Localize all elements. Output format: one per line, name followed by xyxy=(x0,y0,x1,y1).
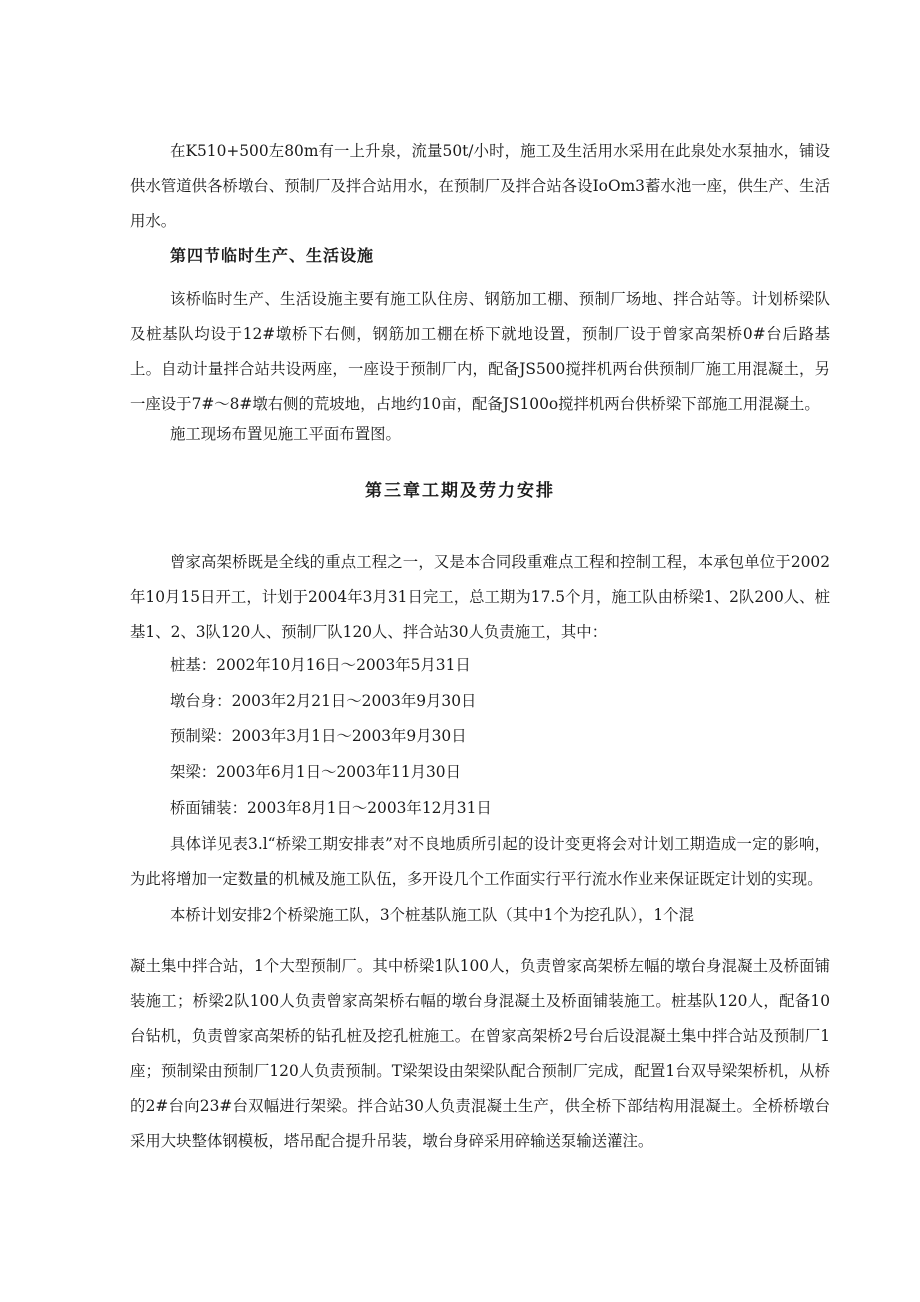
schedule-item: 桩基：2002年10月16日～2003年5月31日 xyxy=(170,656,471,674)
schedule-paragraph: 曾家高架桥既是全线的重点工程之一，又是本合同段重难点工程和控制工程，本承包单位于2002年10月15日开工，计划于2004年3月31日完工，总工期为17.5个月，施工队由桥梁1、2队200人、桩基1、2、3队120人、预制厂队120人、拌合站30人负责施工，其中： xyxy=(130,553,830,641)
teams-paragraph: 凝土集中拌合站，1个大型预制厂。其中桥梁1队100人，负责曾家高架桥左幅的墩台身混凝土及桥面铺装施工；桥梁2队100人负责曾家高架桥右幅的墩台身混凝土及桥面铺装施工。桩基队120人，配备10台钻机，负责曾家高架桥的钻孔桩及挖孔桩施工。在曾家高架桥2号台后设混凝土集中拌合站及预制厂1座；预制梁由预制厂120人负责预制。T梁架设由架梁队配合预制厂完成，配置1台双导梁架桥机，从桥的2#台向23#台双幅进行架梁。拌合站30人负责混凝土生产，供全桥下部结构用混凝土。全桥桥墩台采用大块整体钢模板，塔吊配合提升吊装，墩台身碎采用碎输送泵输送灌注。 xyxy=(130,957,830,1150)
schedule-item: 预制梁：2003年3月1日～2003年9月30日 xyxy=(170,727,467,745)
schedule-item: 架梁：2003年6月1日～2003年11月30日 xyxy=(170,763,461,781)
chapter-heading: 第三章工期及劳力安排 xyxy=(365,481,555,501)
section-heading: 第四节临时生产、生活设施 xyxy=(170,246,375,265)
detail-paragraph: 具体详见表3.l“桥梁工期安排表”对不良地质所引起的设计变更将会对计划工期造成一定的影响，为此将增加一定数量的机械及施工队伍，多开设几个工作面实行平行流水作业来保证既定计划的实现。 xyxy=(130,835,830,888)
schedule-item: 桥面铺装：2003年8月1日～2003年12月31日 xyxy=(170,799,492,817)
facilities-paragraph: 该桥临时生产、生活设施主要有施工队住房、钢筋加工棚、预制厂场地、拌合站等。计划桥梁队及桩基队均设于12#墩桥下右侧，钢筋加工棚在桥下就地设置，预制厂设于曾家高架桥0#台后路基上。自动计量拌合站共设两座，一座设于预制厂内，配备JS500搅拌机两台供预制厂施工用混凝土，另一座设于7#～8#墩右侧的荒坡地，占地约10亩，配备JS100o搅拌机两台供桥梁下部施工用混凝土。 xyxy=(130,290,830,413)
schedule-item: 墩台身：2003年2月21日～2003年9月30日 xyxy=(170,692,477,710)
water-supply-paragraph: 在K510+500左80m有一上升泉，流量50t/小时，施工及生活用水采用在此泉处水泵抽水，铺设供水管道供各桥墩台、预制厂及拌合站用水，在预制厂及拌合站各设IoOm3蓄水池一座，供生产、生活用水。 xyxy=(130,142,830,230)
teams-line: 本桥计划安排2个桥梁施工队，3个桩基队施工队（其中1个为挖孔队），1个混 xyxy=(170,906,694,924)
layout-note: 施工现场布置见施工平面布置图。 xyxy=(170,425,401,443)
